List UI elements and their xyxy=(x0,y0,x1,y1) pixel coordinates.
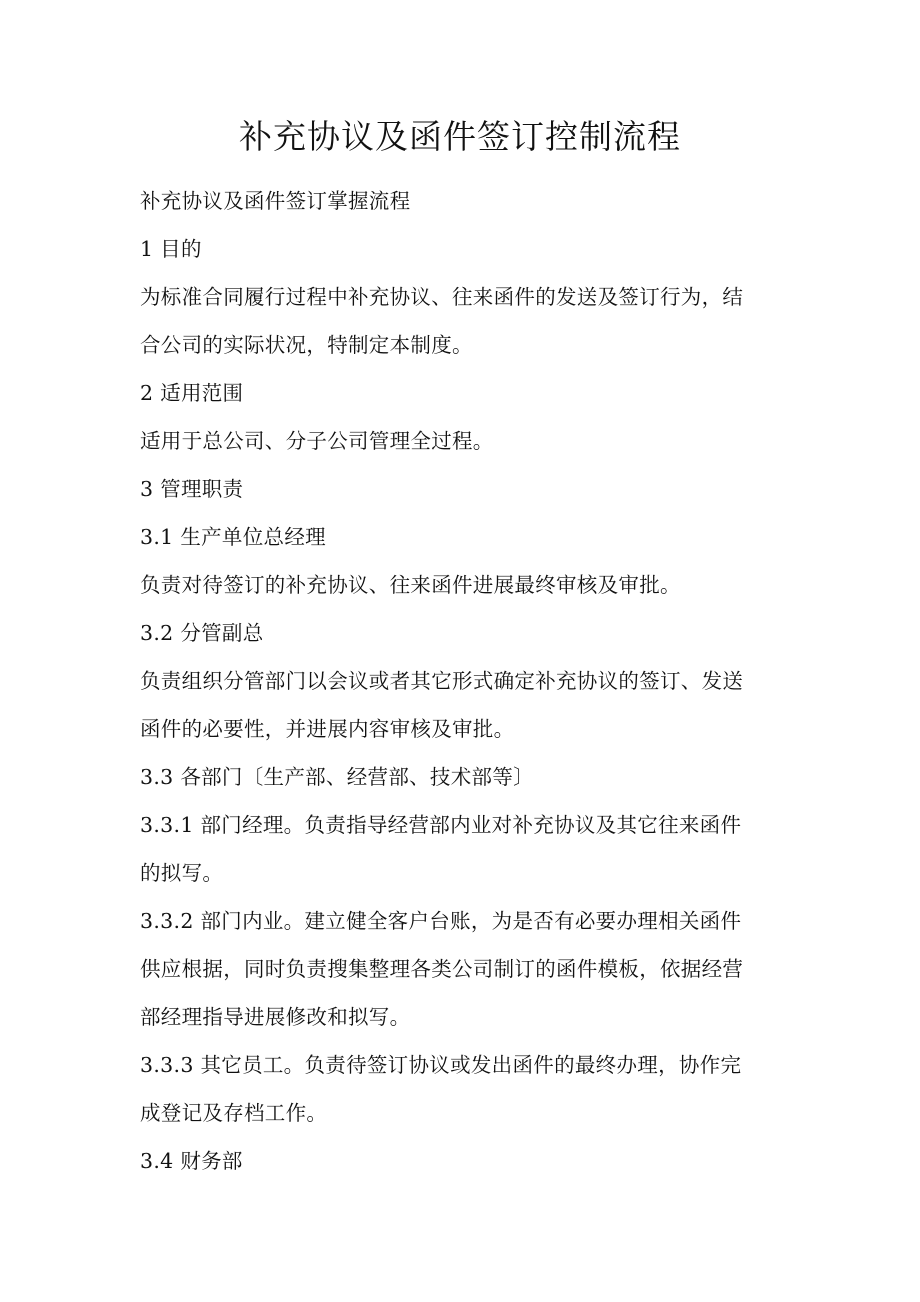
section-heading-scope: 2 适用范围 xyxy=(140,381,244,405)
subsection-heading: 3.4 财务部 xyxy=(140,1149,243,1173)
section-heading-responsibilities: 3 管理职责 xyxy=(140,477,244,501)
body-line: 为标准合同履行过程中补充协议、往来函件的发送及签订行为，结 xyxy=(140,285,744,309)
body-line: 3.3.1 部门经理。负责指导经营部内业对补充协议及其它往来函件 xyxy=(140,813,742,837)
body-line: 3.3.3 其它员工。负责待签订协议或发出函件的最终办理，协作完 xyxy=(140,1053,742,1077)
body-line: 成登记及存档工作。 xyxy=(140,1101,328,1125)
body-line: 供应根据，同时负责搜集整理各类公司制订的函件模板，依据经营 xyxy=(140,957,744,981)
body-line: 负责组织分管部门以会议或者其它形式确定补充协议的签订、发送 xyxy=(140,669,744,693)
body-line: 3.3.2 部门内业。建立健全客户台账，为是否有必要办理相关函件 xyxy=(140,909,742,933)
body-line: 负责对待签订的补充协议、往来函件进展最终审核及审批。 xyxy=(140,573,681,597)
subtitle-line: 补充协议及函件签订掌握流程 xyxy=(140,189,411,213)
subsection-heading: 3.2 分管副总 xyxy=(140,621,264,645)
document-title: 补充协议及函件签订控制流程 xyxy=(239,117,681,156)
document-body xyxy=(140,177,780,1185)
section-heading-purpose: 1 目的 xyxy=(140,237,202,261)
body-line: 的拟写。 xyxy=(140,861,224,885)
subsection-heading: 3.1 生产单位总经理 xyxy=(140,525,326,549)
body-line: 适用于总公司、分子公司管理全过程。 xyxy=(140,429,494,453)
body-line: 函件的必要性，并进展内容审核及审批。 xyxy=(140,717,515,741)
body-line: 合公司的实际状况，特制定本制度。 xyxy=(140,333,473,357)
body-line: 部经理指导进展修改和拟写。 xyxy=(140,1005,411,1029)
subsection-heading: 3.3 各部门〔生产部、经营部、技术部等〕 xyxy=(140,765,534,789)
